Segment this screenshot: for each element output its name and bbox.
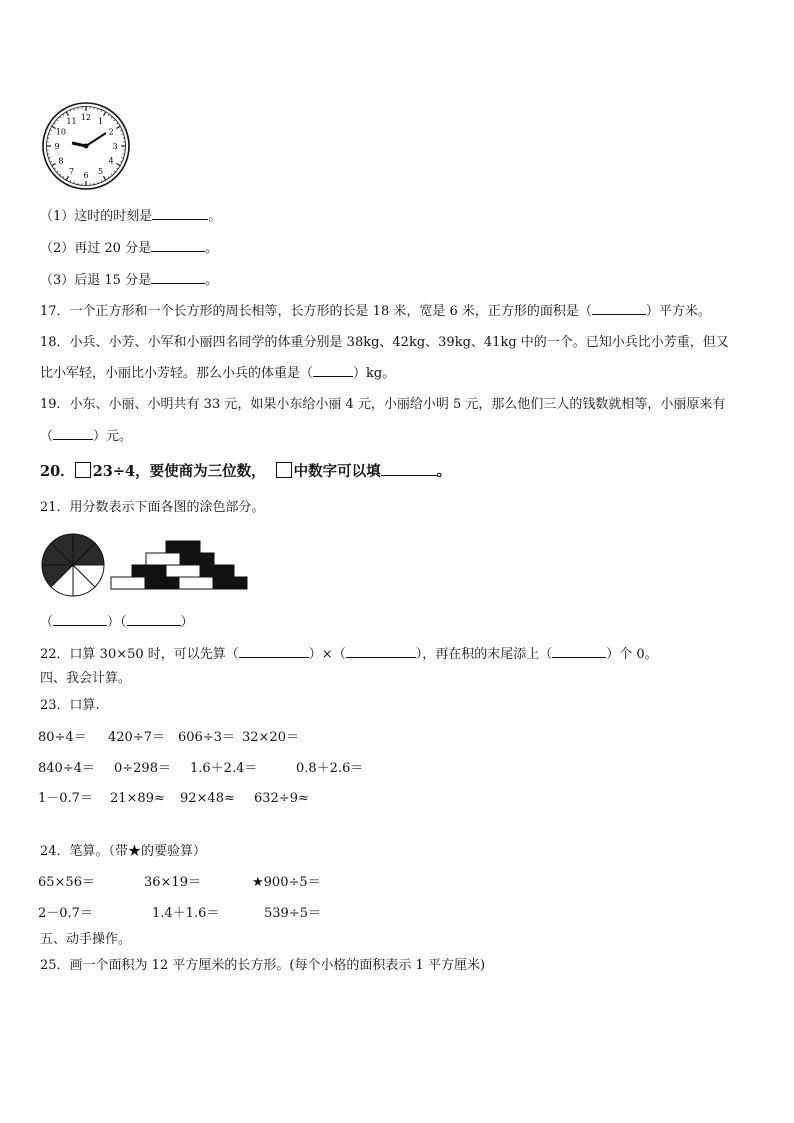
section-5-heading: 五、动手操作。 [40, 932, 132, 947]
q20-part1: 23÷4，要使商为三位数， [92, 463, 266, 480]
clock-number: 9 [54, 142, 60, 151]
q23-title: 23．口算. [40, 698, 100, 713]
q17-text: 17．一个正方形和一个长方形的周长相等，长方形的长是 18 米，宽是 6 米，正方形的面积是（ [40, 304, 592, 319]
calc-item: 36×19＝ [144, 875, 201, 890]
answer-blank[interactable] [53, 613, 107, 626]
q20-part2: 中数字可以填 [293, 463, 381, 480]
answer-blank[interactable] [313, 364, 353, 377]
clock-number: 6 [83, 171, 89, 180]
q25-text: 25．画一个面积为 12 平方厘米的长方形。(每个小格的面积表示 1 平方厘米) [40, 958, 486, 973]
q16-sub1-tail: 。 [208, 209, 222, 224]
q18-line2 [40, 364, 395, 383]
empty-square-box[interactable] [75, 462, 91, 478]
q16-sub3-text: （3）后退 15 分是 [40, 273, 152, 288]
paren-mid: ）（ [107, 615, 127, 630]
q22-p3: ），再在积的末尾添上（ [415, 647, 553, 662]
q20-tail: 。 [436, 463, 452, 480]
clock-number: 8 [58, 156, 64, 166]
calc-item: 0÷298＝ [114, 761, 171, 776]
q20 [40, 462, 451, 481]
q17 [40, 302, 711, 321]
answer-blank[interactable] [552, 645, 606, 658]
calc-item: 0.8＋2.6＝ [296, 761, 364, 776]
answer-blank[interactable] [592, 302, 646, 315]
q19-line1: 19．小东、小丽、小明共有 33 元，如果小东给小丽 4 元，小丽给小明 5 元，那么他们三人的钱数就相等，小丽原来有 [40, 397, 726, 412]
q19-line2-text: （ [40, 429, 54, 444]
q16-sub1-text: （1）这时的时刻是 [40, 209, 153, 224]
clock-number: 4 [108, 156, 114, 166]
shaded-bricks-figure [110, 540, 250, 594]
calc-item: 632÷9≈ [254, 791, 309, 806]
clock-number: 3 [112, 142, 118, 151]
paren-close: ） [180, 615, 194, 630]
clock-number: 10 [55, 127, 66, 137]
q16-sub3-tail: 。 [205, 273, 219, 288]
q22-p2: ）×（ [308, 647, 346, 662]
answer-blank[interactable] [151, 271, 205, 284]
clock-number: 1 [97, 116, 104, 126]
calc-item: 92×48≈ [180, 791, 235, 806]
section-4-heading: 四、我会计算。 [40, 671, 132, 686]
clock-number: 7 [68, 167, 75, 177]
q16-sub2 [40, 239, 218, 258]
q16-sub2-tail: 。 [205, 241, 219, 256]
q21-answers [40, 613, 194, 632]
calc-item: 1－0.7＝ [38, 791, 93, 806]
calc-item: 1.6＋2.4＝ [190, 761, 258, 776]
calc-item: 539÷5＝ [264, 906, 321, 921]
q18-tail: ）kg。 [353, 366, 396, 381]
answer-blank[interactable] [53, 427, 93, 440]
answer-blank[interactable] [346, 645, 416, 658]
answer-blank[interactable] [127, 613, 181, 626]
answer-blank[interactable] [381, 463, 437, 476]
calc-item: 2－0.7＝ [38, 906, 93, 921]
shaded-circle-figure [40, 532, 106, 598]
q18-line2-text: 比小军轻，小丽比小芳轻。那么小兵的体重是（ [40, 366, 314, 381]
q17-tail: ）平方米。 [645, 304, 711, 319]
q19-tail: ）元。 [93, 429, 133, 444]
q18-line1: 18．小兵、小芳、小军和小丽四名同学的体重分别是 38kg、42kg、39kg、41kg 中的一个。已知小兵比小芳重，但又 [40, 335, 729, 350]
q16-sub2-text: （2）再过 20 分是 [40, 241, 152, 256]
q22-p1: 22．口算 30×50 时，可以先算（ [40, 647, 239, 662]
q16-sub3 [40, 271, 218, 290]
calc-item: 65×56＝ [38, 875, 95, 890]
q22-p4: ）个 0。 [606, 647, 658, 662]
calc-item: ★900÷5＝ [252, 875, 321, 890]
calc-item: 420÷7＝ [108, 730, 165, 745]
clock-number: 11 [66, 116, 77, 126]
q22 [40, 645, 658, 664]
clock-number: 5 [97, 167, 104, 177]
q21-text: 21．用分数表示下面各图的涂色部分。 [40, 500, 265, 515]
calc-item: 80÷4＝ [38, 730, 87, 745]
clock-number: 2 [108, 127, 114, 137]
empty-square-box[interactable] [276, 462, 292, 478]
q16-sub1 [40, 207, 221, 226]
answer-blank[interactable] [152, 207, 208, 220]
paren-open: （ [40, 615, 54, 630]
answer-blank[interactable] [151, 239, 205, 252]
q24-title: 24．笔算。（带★的要验算） [40, 844, 207, 859]
answer-blank[interactable] [239, 645, 309, 658]
q19-line2 [40, 427, 132, 446]
q20-prefix: 20． [40, 463, 75, 480]
calc-item: 606÷3＝ [178, 730, 235, 745]
calc-item: 32×20＝ [242, 730, 299, 745]
calc-item: 1.4＋1.6＝ [152, 906, 220, 921]
calc-item: 21×89≈ [110, 791, 165, 806]
clock-number: 12 [80, 113, 92, 122]
calc-item: 840÷4＝ [38, 761, 95, 776]
clock-figure [40, 100, 134, 190]
